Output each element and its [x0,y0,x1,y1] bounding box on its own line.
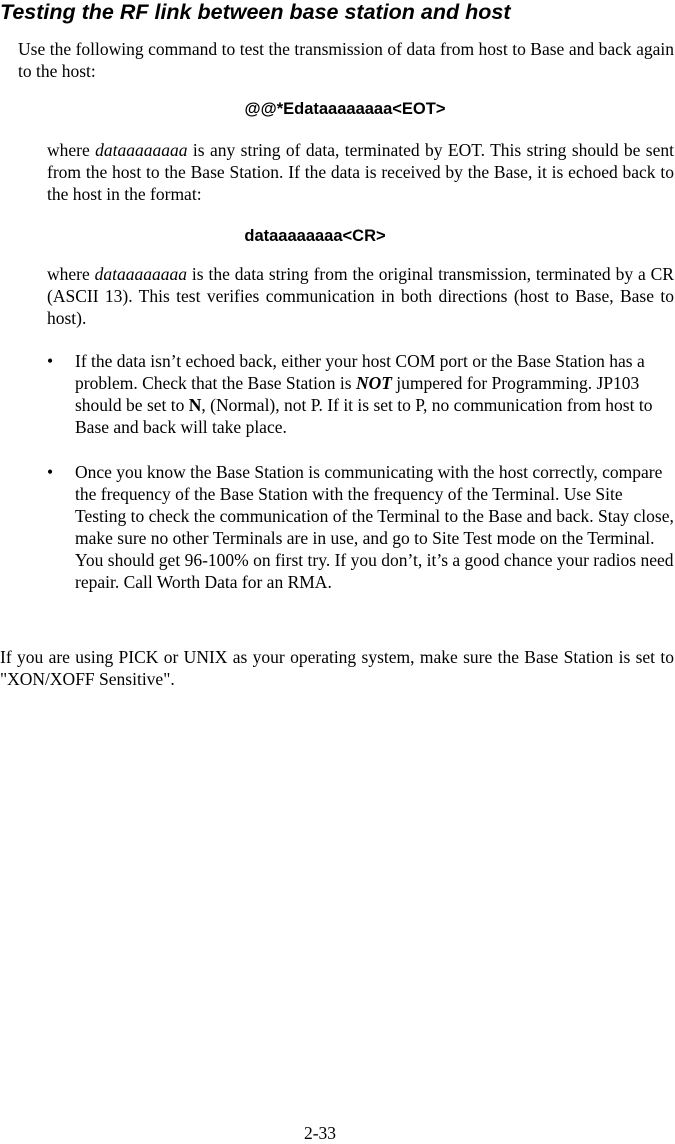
command-edata: @@*Edataaaaaaaa<EOT> [244,100,446,118]
intro-paragraph: Use the following command to test the transmission of data from host to Base and back again to the host: [18,39,674,81]
command-echo-format: dataaaaaaaa<CR> [244,227,386,245]
paragraph-edata-description [47,139,674,205]
description-text: is any string of data, terminated by EOT. This string should be sent from the host to the Base Station. If the data is received by the Base, it is echoed back to the host in the format: [47,140,674,204]
data-term: dataaaaaaaa [94,264,188,284]
bullet-icon: • [47,351,54,371]
where-label: where [47,140,96,160]
paragraph-echo-description [47,263,674,329]
data-term: dataaaaaaaa [95,140,188,160]
page-number: 2-33 [303,1123,337,1143]
bullet-icon: • [47,462,54,482]
section-heading: Testing the RF link between base station and host [0,0,511,24]
description-text: is the data string from the original transmission, terminated by a CR (ASCII 13). This test verifies communication in both directions (host to Base, Base to host). [47,264,674,328]
where-label: where [47,264,95,284]
normal-setting: N [188,395,202,415]
not-emphasis: NOT [355,373,392,393]
bullet-item-echo-check: If the data isn’t echoed back, either your host COM port or the Base Station has a problem. Check that the Base Station is NOT jumpered for Programming. JP103 should be set to N, (Normal), not P. If it is set to P, no communication from host to Base and back will take place. [75,351,653,437]
bullet-item-site-testing: Once you know the Base Station is communicating with the host correctly, compare the frequency of the Base Station with the frequency of the Terminal. Use Site Testing to check the communication of the Terminal to the Base and back. Stay close, make sure no other Terminals are in use, and go to Site Test mode on the Terminal. You should get 96-100% on first try. If you don’t, it’s a good chance your radios need repair. Call Worth Data for an RMA. [75,462,674,592]
closing-paragraph: If you are using PICK or UNIX as your operating system, make sure the Base Station is set to "XON/XOFF Sensitive". [0,647,674,689]
